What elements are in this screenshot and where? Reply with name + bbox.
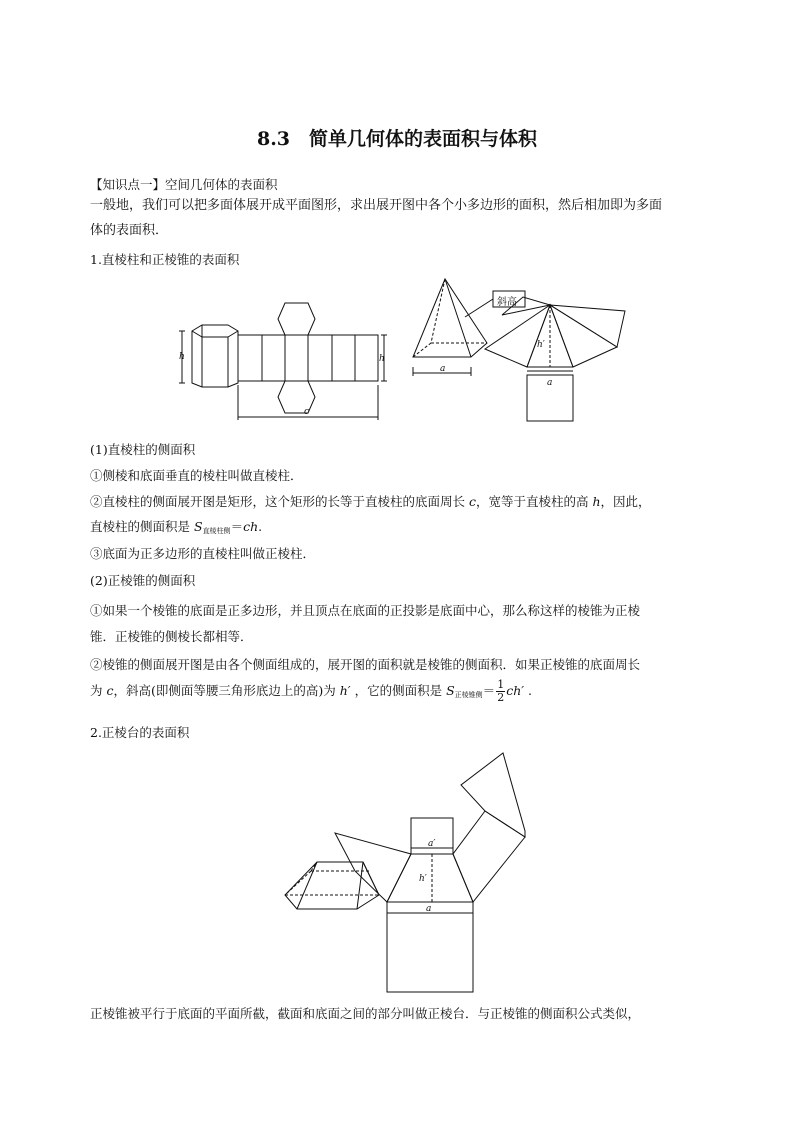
prism-net-text: ②直棱柱的侧面展开图是矩形，这个矩形的长等于直棱柱的底面周长 — [90, 494, 466, 509]
pyramid-formula-line — [90, 679, 532, 704]
a-label: a — [426, 904, 432, 914]
var-hprime: h′ — [335, 683, 351, 698]
regular-prism-def: ③底面为正多边形的直棱柱叫做正棱柱． — [90, 546, 316, 561]
equals: ＝ — [230, 519, 244, 534]
h-prime-label: h′ — [419, 874, 427, 884]
page-title: 8.3 简单几何体的表面积与体积 — [256, 128, 538, 150]
a-prime-label: a′ — [428, 839, 436, 849]
var-h: h — [588, 494, 601, 509]
prism-def: ①侧棱和底面垂直的棱柱叫做直棱柱． — [90, 468, 303, 483]
intro-line-2: 体的表面积． — [90, 223, 169, 238]
net-hprime-label: h′ — [537, 340, 545, 350]
pyramid-formula-sub: 正棱锥侧 — [454, 691, 483, 699]
var-S-2: S — [446, 683, 455, 698]
var-ch: ch — [243, 519, 259, 534]
prism-net-text-3: ，因此， — [600, 494, 651, 509]
var-S: S — [193, 519, 203, 534]
equals-2: ＝ — [482, 683, 496, 698]
pyramid-net-figure — [405, 275, 635, 425]
frustum-net-figure — [285, 745, 545, 1000]
pyramid-formula-text-2: ，它的侧面积是 — [350, 683, 447, 698]
fraction-half — [496, 679, 505, 704]
var-c-2: c — [102, 683, 114, 698]
net-h-label: h — [379, 354, 385, 364]
prism-h-label: h — [179, 352, 185, 362]
prism-formula-line — [90, 517, 262, 536]
subsection-heading-1: 1.直棱柱和正棱锥的表面积 — [90, 252, 240, 267]
fraction-numerator: 1 — [497, 678, 505, 691]
intro-line-1: 一般地，我们可以把多面体展开成平面图形，求出展开图中各个小多边形的面积，然后相加即为多面 — [90, 198, 663, 213]
pyramid-formula-text: ，斜高(即侧面等腰三角形底边上的高)为 — [113, 683, 336, 698]
pyramid-heading: (2)正棱锥的侧面积 — [90, 573, 196, 588]
slant-height-label: 斜高 — [497, 297, 517, 308]
var-c: c — [465, 494, 476, 509]
prism-net-desc — [90, 492, 651, 510]
net-c-label: c — [304, 407, 310, 417]
pyramid-a-label: a — [440, 364, 446, 374]
prism-formula-sub: 直棱柱侧 — [202, 527, 231, 535]
prism-formula-lead: 直棱柱的侧面积是 — [90, 519, 194, 534]
prism-net-text-2: ，宽等于直棱柱的高 — [476, 494, 589, 509]
section-heading: 【知识点一】空间几何体的表面积 — [90, 177, 278, 192]
period-2: . — [524, 683, 533, 698]
prism-heading: (1)直棱柱的侧面积 — [90, 442, 196, 457]
prism-net-figure — [170, 295, 400, 425]
fraction-denominator: 2 — [497, 691, 505, 704]
pyramid-net-desc: ②棱锥的侧面展开图是由各个侧面组成的，展开图的面积就是棱锥的侧面积．如果正棱锥的底面周长 — [90, 657, 641, 672]
period: . — [258, 519, 263, 534]
var-chprime: ch′ — [506, 683, 525, 698]
pyramid-def-1: ①如果一个棱锥的底面是正多边形，并且顶点在底面的正投影是底面中心，那么称这样的棱锥为正棱 — [90, 603, 641, 618]
pyramid-def-2: 锥．正棱锥的侧棱长都相等． — [90, 629, 253, 644]
frustum-def: 正棱锥被平行于底面的平面所截，截面和底面之间的部分叫做正棱台．与正棱锥的侧面积公式类似， — [90, 1006, 641, 1021]
pyramid-formula-lead: 为 — [90, 683, 103, 698]
subsection-heading-2: 2.正棱台的表面积 — [90, 725, 190, 740]
net-a-label: a — [547, 378, 553, 388]
